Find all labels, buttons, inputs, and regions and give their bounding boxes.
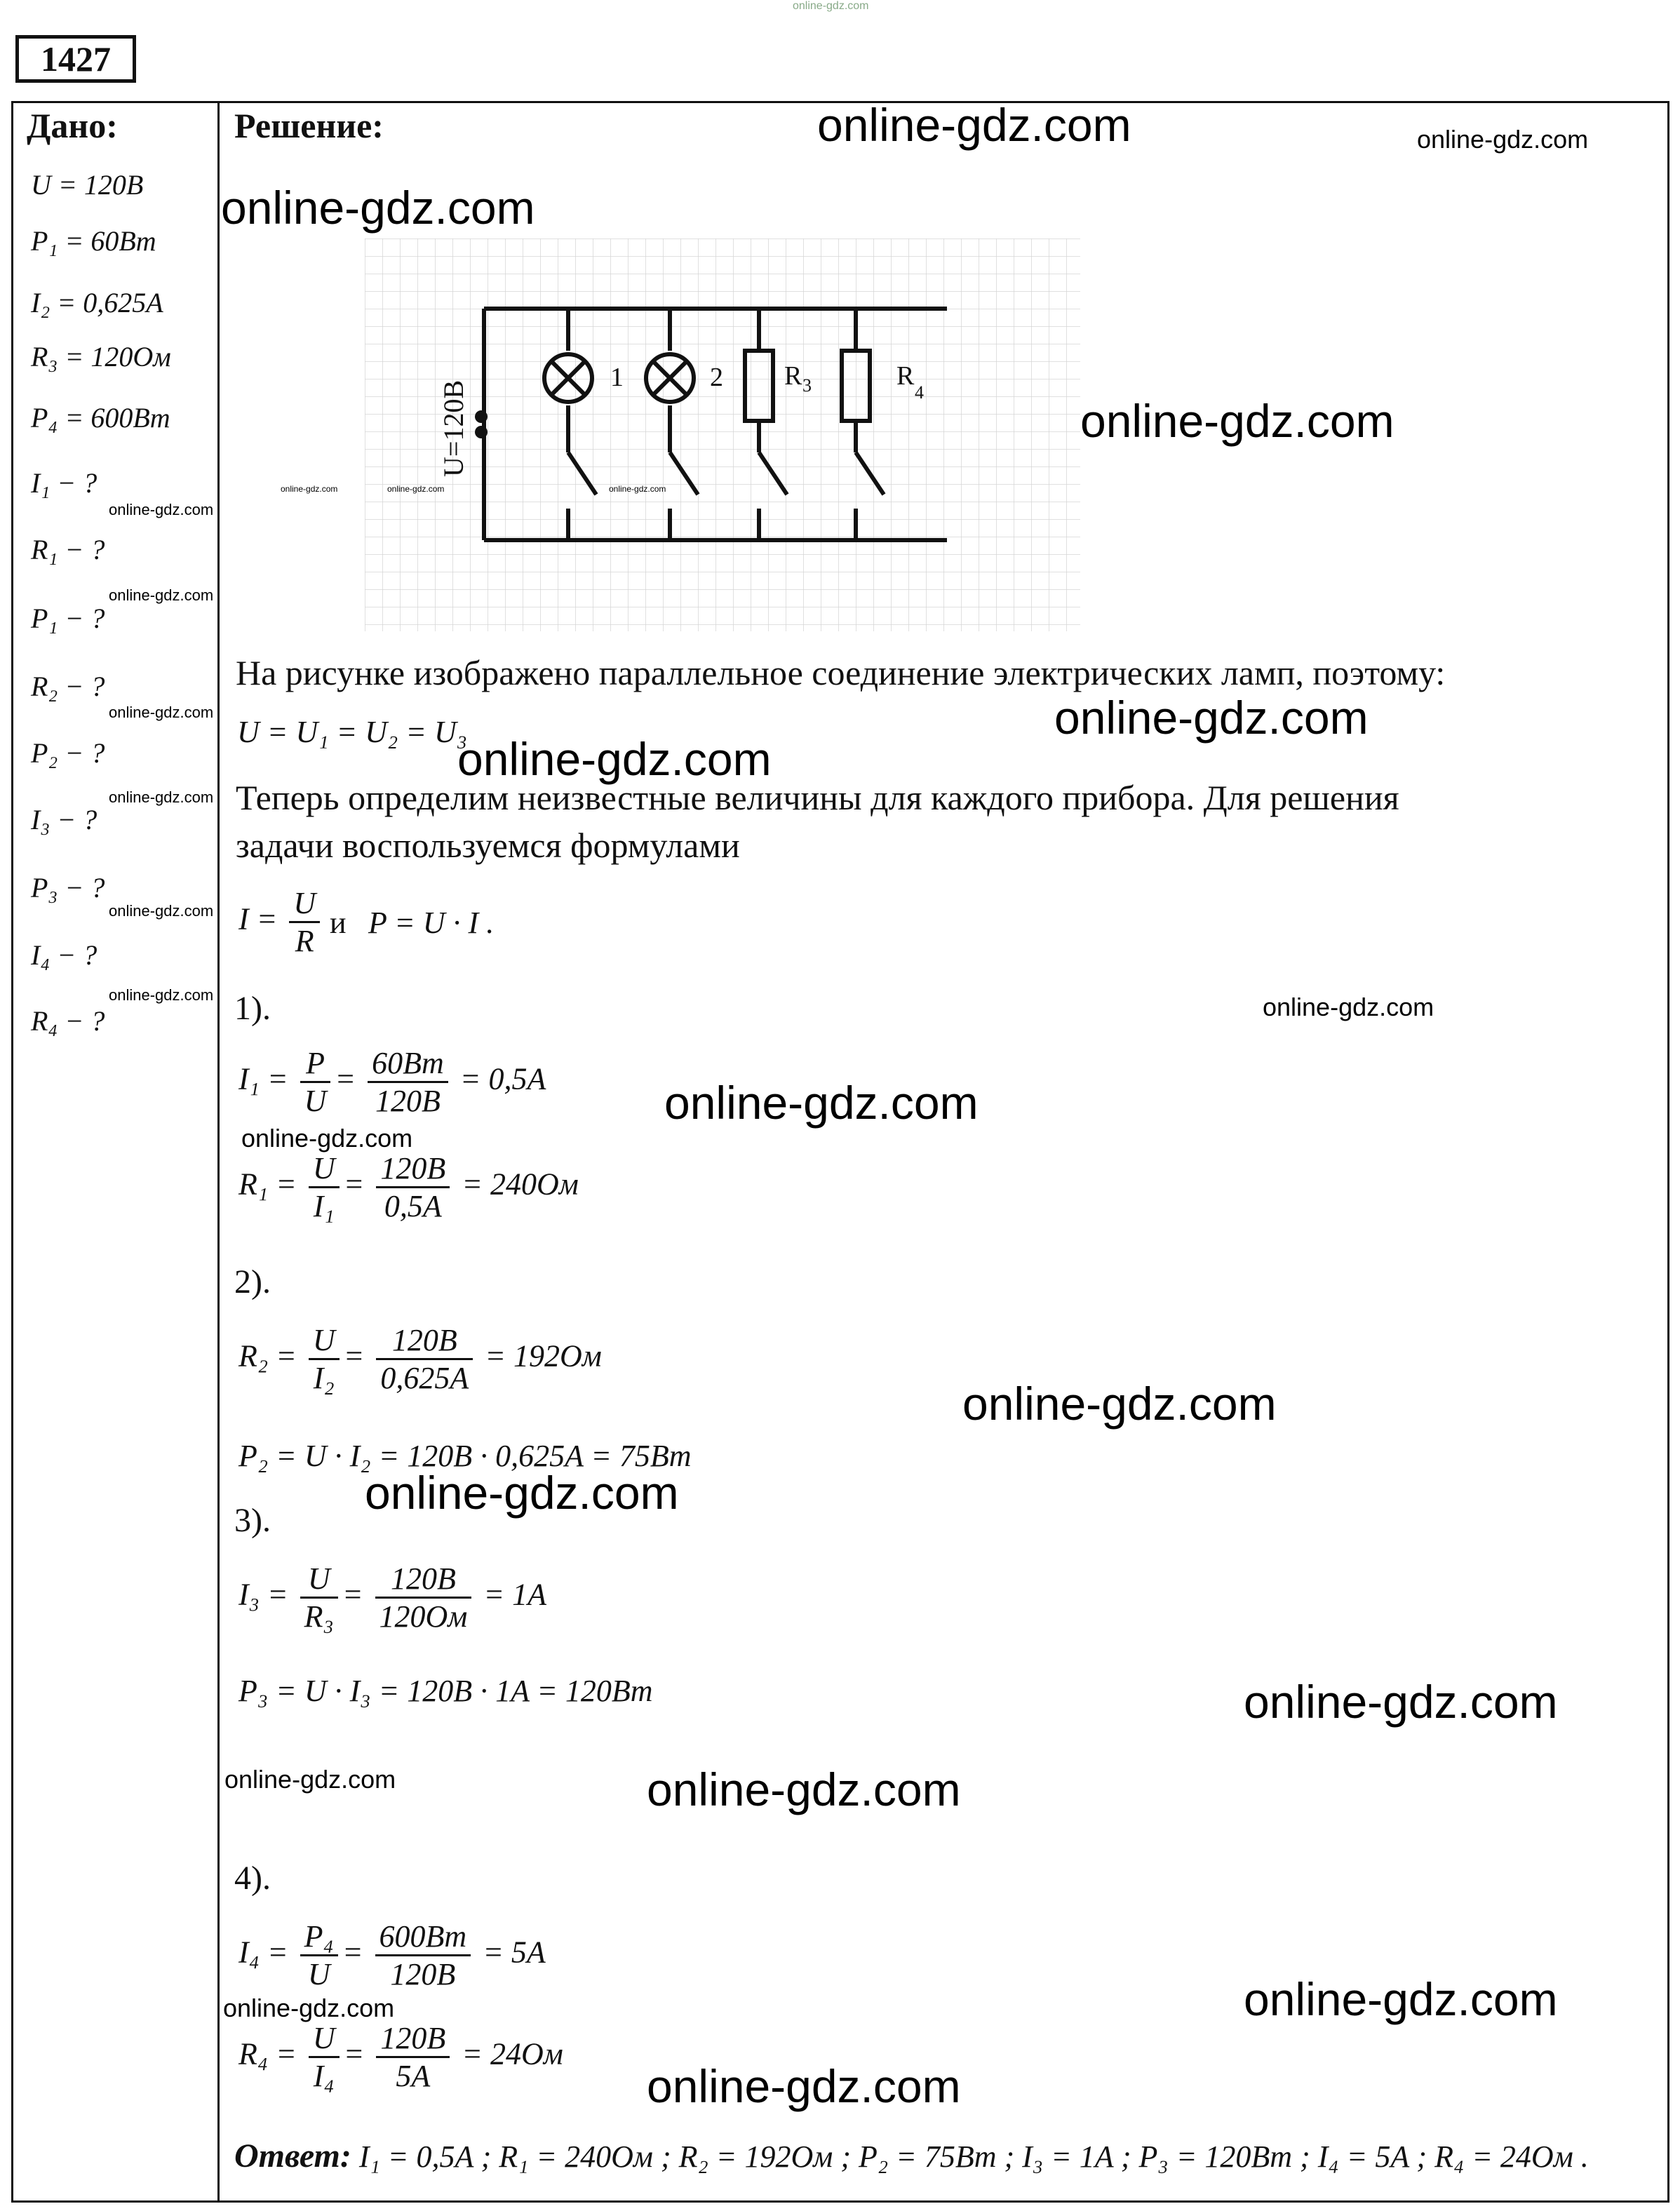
- step-4-formula-current: I₄ = $\frac{\text{P₄}}{U}$ = $\frac{600Bm}{120B}$ = 5A: [238, 1919, 546, 1991]
- text-determine: Теперь определим неизвестные величины для каждого прибора. Для решения: [236, 778, 1399, 817]
- step-1-formula-current: I₁ = $\frac{P}{U}$ = $\frac{60Bm}{120B}$ = 0,5A: [238, 1046, 546, 1118]
- watermark: online-gdz.com: [109, 902, 214, 920]
- watermark: online-gdz.com: [1080, 395, 1395, 447]
- watermark: online-gdz.com: [1263, 993, 1434, 1021]
- watermark: online-gdz.com: [817, 99, 1131, 151]
- watermark: online-gdz.com: [1244, 1973, 1558, 2025]
- watermark: online-gdz.com: [223, 1994, 395, 2022]
- text-parallel-connection: На рисунке изображено параллельное соединение электрических ламп, поэтому:: [236, 653, 1446, 692]
- watermark: online-gdz.com: [109, 704, 214, 721]
- watermark: online-gdz.com: [457, 733, 772, 785]
- step-2-formula-power: P₂ = U · I₂ = 120B · 0,625A = 75Bm: [238, 1439, 692, 1473]
- watermark: online-gdz.com: [224, 1765, 396, 1794]
- step-2-formula-resistance: R₂ = $\frac{U}{\text{I₂}}$ = $\frac{120B}{0,625A}$ = 192Ом: [238, 1323, 602, 1395]
- given-item: R₄ − ?: [31, 1005, 105, 1037]
- r4-subscript: 4: [915, 382, 924, 403]
- watermark: online-gdz.com: [109, 788, 214, 806]
- given-item: P₁ − ?: [31, 603, 105, 634]
- grid-background: [365, 238, 1080, 631]
- watermark: online-gdz.com: [664, 1077, 979, 1129]
- terminal-dot: [475, 410, 488, 423]
- given-item: R₁ − ?: [31, 534, 105, 565]
- given-item: I₂ = 0,625A: [31, 287, 163, 318]
- solution-title: Решение:: [234, 106, 384, 145]
- given-title: Дано:: [27, 106, 118, 145]
- watermark: online-gdz.com: [281, 484, 338, 494]
- given-item: I₃ − ?: [31, 804, 98, 835]
- watermark: online-gdz.com: [365, 1467, 679, 1519]
- given-item: P₂ − ?: [31, 737, 105, 769]
- step-4-label: 4).: [234, 1860, 271, 1897]
- formula-ohm: I = $\frac{U}{R}$: [238, 885, 324, 959]
- watermark: online-gdz.com: [241, 1124, 413, 1152]
- given-item: P₃ − ?: [31, 872, 105, 903]
- step-3-label: 3).: [234, 1502, 271, 1539]
- step-1-label: 1).: [234, 990, 271, 1027]
- step-2-label: 2).: [234, 1263, 271, 1301]
- top-watermark: online-gdz.com: [793, 0, 869, 12]
- watermark: online-gdz.com: [962, 1378, 1277, 1430]
- column-divider: [217, 101, 220, 2203]
- lamp2-label: 2: [710, 363, 723, 392]
- circuit-diagram: [365, 238, 1080, 631]
- step-4-formula-resistance: R₄ = $\frac{U}{\text{I₄}}$ = $\frac{120B}{5A}$ = 24Ом: [238, 2021, 563, 2093]
- r3-label: R: [784, 361, 802, 391]
- given-item: I₁ − ?: [31, 467, 98, 499]
- text-formulas: задачи воспользуемся формулами: [236, 826, 740, 865]
- terminal-dot: [475, 426, 488, 438]
- given-item: R₃ = 120Ом: [31, 341, 171, 372]
- given-item: P₄ = 600Bm: [31, 402, 170, 434]
- r4-label: R: [896, 361, 915, 391]
- formula-and: и: [330, 906, 347, 940]
- watermark: online-gdz.com: [647, 1763, 961, 1815]
- step-3-formula-current: I₃ = $\frac{U}{\text{R₃}}$ = $\frac{120B}{120Ом}$ = 1A: [238, 1561, 546, 1634]
- problem-number: 1427: [15, 35, 136, 83]
- voltage-label: U=120B: [438, 379, 469, 477]
- watermark: online-gdz.com: [1054, 692, 1369, 744]
- equation-parallel: U = U₁ = U₂ = U₃: [237, 715, 468, 749]
- answer-text: I₁ = 0,5A ; R₁ = 240Ом ; R₂ = 192Ом ; P₂ = 75Bm ; I₃ = 1A ; P₃ = 120Bm ; I₄ = 5A ; R₄ = 24Ом .: [358, 2139, 1589, 2174]
- formula-power: P = U · I .: [368, 906, 495, 940]
- given-item: U = 120B: [31, 169, 144, 201]
- given-item: P₁ = 60Bm: [31, 225, 156, 257]
- watermark: online-gdz.com: [647, 2060, 961, 2112]
- answer-label: Ответ:: [234, 2137, 351, 2175]
- watermark: online-gdz.com: [387, 484, 445, 494]
- watermark: online-gdz.com: [609, 484, 666, 494]
- step-1-formula-resistance: R₁ = $\frac{U}{\text{I₁}}$ = $\frac{120B}{0,5A}$ = 240Ом: [238, 1151, 579, 1223]
- r3-subscript: 3: [802, 375, 812, 396]
- lamp1-label: 1: [610, 363, 624, 392]
- watermark: online-gdz.com: [109, 501, 214, 518]
- watermark: online-gdz.com: [109, 986, 214, 1004]
- watermark: online-gdz.com: [1244, 1676, 1558, 1728]
- watermark: online-gdz.com: [221, 182, 535, 234]
- step-3-formula-power: P₃ = U · I₃ = 120B · 1A = 120Bm: [238, 1674, 653, 1708]
- watermark: online-gdz.com: [109, 586, 214, 604]
- answer-line: [234, 2137, 1589, 2175]
- given-item: R₂ − ?: [31, 671, 105, 702]
- given-item: I₄ − ?: [31, 939, 98, 971]
- watermark: online-gdz.com: [1417, 125, 1589, 154]
